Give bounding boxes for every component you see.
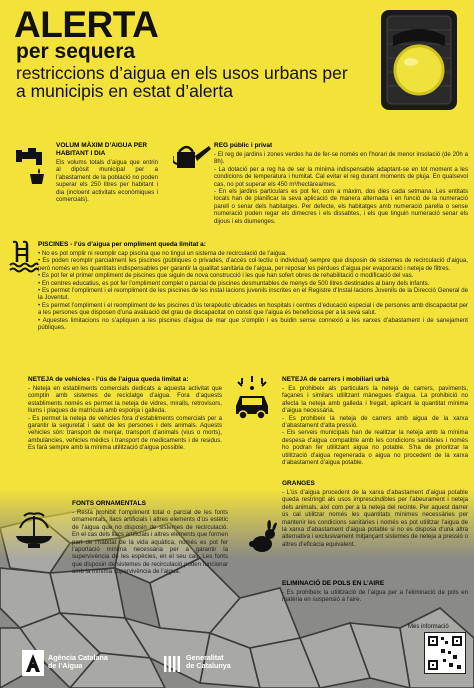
section-reg-text-3: - En els jardins particulars es pot fer, com a màxim, dos dies cada setmana. Les entitats locals han de planificar la seva aplicació de manera alternada i en funció de la numeració parell o senar dels habitatges. Per defecte, els habitatges amb numeració parella o sense numeració poden regar els dimecres i els dissabtes, i els que tinguin numeració senar els dijous i els diumenges. (214, 188, 468, 225)
section-reg-title: REG públic i privat (214, 142, 273, 149)
section-reg-text-2: - La dotació per a reg ha de ser la mínima indispensable adaptant-se en tot moment a les condicions de temperatura i humitat. Cal evitar el reg durant moments de pluja. En qualsevol cas, no pot superar els 450 m³/hectàrea/mes. (214, 165, 468, 188)
section-pols-title: ELIMINACIÓ DE POLS EN L’AIRE (282, 580, 385, 587)
section-reg (214, 142, 468, 225)
section-piscines-text-1: • No es pot omplir ni reomplir cap piscina que no tingui un sistema de recirculació de l’aigua. (38, 250, 468, 257)
section-piscines-text-3: • Es pot fer el primer ompliment de piscines que siguin de nova construcció i les que han sofert obres de rehabilitació o modificació del vas. (38, 272, 468, 279)
section-piscines (38, 241, 468, 332)
section-granges (282, 480, 468, 548)
generalitat-logo-icon (163, 654, 183, 674)
water-tap-icon (14, 146, 50, 186)
traffic-light-icon (373, 6, 465, 118)
aca-logo-icon (22, 650, 44, 676)
swimming-pool-icon (9, 240, 39, 274)
section-granges-text-1: - L’ús d’aigua procedent de la xarxa d’abastament d’aigua potable queda restringit als usos imprescindibles per l’abeurament i neteja dels animals, així com per a la neteja del recinte. Per aquest darrer ús cal utilitzar només les quantitats mínimes necessàries per mantenir les condicions sanitàries i només es pot utilitzar l’aigua de la xarxa d’abastament d’aigua potable si no es disposa d’una altra alternativa i exclusivament mitjançant sistemes de neteja a pressió o altres d’eficàcia equivalent. (282, 488, 468, 548)
section-carrers-text-1: - Es prohibeix als particulars la neteja de carrers, paviments, façanes i similars utilitzant mànegues d’aigua. La prohibició no afecta la neteja amb galleda i fregall, aplicant la quantitat mínima d’aigua necessària. (282, 384, 468, 415)
section-piscines-text-6: • Es permet l’ompliment i el reompliment de les piscines d’ús terapèutic ubicades en hospitals i centres d’educació especial i de persones amb discapacitat per a les persones que disposen d’una avaluació del grau de discapacitat on consti que l’aigua és beneficiosa per a la seva salut. (38, 302, 468, 317)
fountain-icon (14, 510, 54, 550)
section-vehicles-text-2: - Es permet la neteja de vehicles fora d’establiments comercials per a garantir la seguretat i salut de les persones i dels animals. Aquests vehicles són: transport de menjar, transport d’animals (vius o morts), ambulàncies, vehicles mèdics i transport de medicaments i de residus. Es farà sempre amb la mínima utilització d’aigua possible. (28, 414, 222, 452)
section-volum-text: Els volums totals d’aigua que entrin al dipòsit municipal per a l’abastament de la població no poden superar els 250 litres per habitant i dia (incloent activitats econòmiques i comercials). (56, 158, 158, 203)
more-info-label: Més informació (408, 624, 449, 630)
qr-code-icon[interactable] (424, 632, 466, 674)
section-fonts-text-1: - Resta prohibit l’ompliment total o parcial de les fonts ornamentals, llacs artificials i altres elements d’ús estètic de l’aigua que no disposin de sistemes de recirculació. En el cas dels llacs artificials i altres elements que formen part de l’hàbitat de la vida aquàtica, només es pot fer l’aportació mínima necessària per a garantir la supervivència de les espècies, en el seu cas. Les fonts que disposin de sistemes de recirculació poden funcionar amb la mínima supervivència de l’aigua. (72, 508, 228, 576)
section-vehicles-title: NETEJA de vehicles - l’ús de l’aigua queda limitat a: (28, 376, 189, 383)
section-carrers (282, 376, 468, 467)
aca-logo (48, 654, 108, 669)
section-fonts-title: FONTS ORNAMENTALS (72, 500, 146, 507)
rabbit-icon (248, 520, 278, 554)
section-vehicles-text-1: - Neteja en establiments comercials dedicats a aquesta activitat que comptin amb sistemes de reciclatge d’aigua. Fora d’aquests establiments només es permet la neteja de vidres, miralls, retrovisors, llums i plaques de matrícula amb esponja i galleda. (28, 384, 222, 415)
generalitat-logo (186, 654, 231, 669)
section-volum (56, 142, 158, 203)
section-pols (282, 580, 468, 604)
section-fonts (72, 500, 228, 576)
section-vehicles (28, 376, 222, 452)
title-alerta: ALERTA (14, 4, 159, 45)
title-description: restriccions d’aigua en els usos urbans per a municipis en estat d’alerta (16, 63, 348, 102)
aca-logo-line-2: de l’Aigua (48, 660, 83, 670)
section-carrers-title: NETEJA de carrers i mobiliari urbà (282, 376, 390, 383)
car-wash-icon (232, 376, 272, 422)
generalitat-logo-line-2: de Catalunya (186, 660, 231, 670)
section-reg-text-1: - El reg de jardins i zones verdes ha de fer-se només en l’horari de menor insolació (de 20h a 8h). (214, 150, 468, 166)
section-piscines-text-7: • Aquestes limitacions no s’apliquen a les piscines d’aigua de mar que s’omplin i es buidin sense connexió a les xarxes d’abastament i de sanejament públiques. (38, 317, 468, 332)
section-piscines-title: PISCINES - l’ús d’aigua per ompliment queda limitat a: (38, 241, 206, 248)
generalitat-logo-line-1: Generalitat (186, 653, 224, 662)
title-per-sequera: per sequera (16, 40, 136, 63)
section-volum-title: VOLUM MÀXIM D’AIGUA PER HABITANT I DIA (56, 142, 148, 157)
section-piscines-text-5: • Es permet l’ompliment i el reompliment de les piscines de les instal·lacions juvenils inscrites en el Registre d’Instal·lacions Juvenils de la Direcció General de la Joventut. (38, 287, 468, 302)
section-piscines-text-2: • Es poden reomplir parcialment les piscines (públiques o privades, d’accés col·lectiu o individual) sempre que disposin de sistemes de recirculació d’aigua, però només en les quantitats indispensables per garantir la qualitat sanitària de l’aigua, per reposar les pèrdues d’aigua per evaporació i neteja de filtres. (38, 257, 468, 272)
watering-can-icon (173, 142, 213, 172)
section-carrers-text-2: - Es prohibeix la neteja de carrers amb aigua de la xarxa d’abastament d’alta pressió. (282, 414, 468, 430)
section-carrers-text-3: - Els serveis municipals han de realitzar la neteja amb la mínima despesa d’aigua compatible amb les condicions sanitàries i només ho podran fer utilitzant aigua no potable. S’ha de prioritzar la utilització d’aigua regenerada o aigua no procedent de la xarxa d’abastament d’aigua potable. (282, 429, 468, 467)
section-piscines-text-4: • En centres educatius, es pot fer l’ompliment complet o parcial de piscines desmuntables de menys de 500 litres destinades al bany dels infants. (38, 280, 468, 287)
section-pols-text-1: - Es prohibeix la utilització de l’aigua per a l’eliminació de pols en matèria en suspensió a l’aire. (282, 588, 468, 604)
aca-logo-line-1: Agència Catalana (48, 653, 108, 662)
section-granges-title: GRANGES (282, 480, 315, 487)
